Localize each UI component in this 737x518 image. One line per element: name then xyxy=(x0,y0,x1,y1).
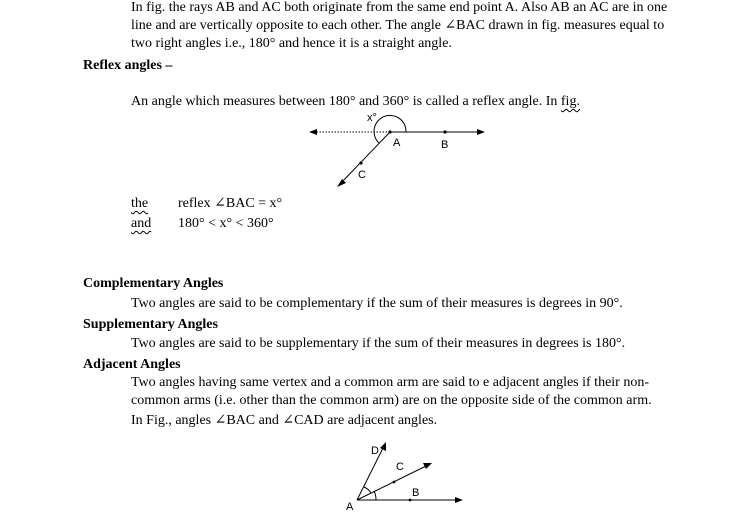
label-a: A xyxy=(346,501,354,513)
reflex-heading: Reflex angles – xyxy=(83,58,173,73)
intro-line-1: In fig. the rays AB and AC both originate from the same end point A. Also AB an AC are in one xyxy=(131,0,668,15)
supplementary-heading: Supplementary Angles xyxy=(83,317,218,332)
reflex-definition-main: An angle which measures between 180° and 360° is called a reflex angle. In xyxy=(131,94,561,109)
label-d: D xyxy=(371,445,379,457)
label-b: B xyxy=(441,139,449,151)
label-c: C xyxy=(396,461,404,473)
reflex-row1-expr: reflex ∠BAC = x° xyxy=(178,196,283,211)
angle-cad-arc xyxy=(364,487,371,493)
reflex-row1-word: the xyxy=(131,196,149,211)
complementary-heading: Complementary Angles xyxy=(83,276,224,291)
reflex-definition-fig: fig. xyxy=(560,94,580,109)
ray-ac-arrowhead xyxy=(423,463,432,469)
label-b: B xyxy=(412,487,420,499)
reflex-row2-expr: 180° < x° < 360° xyxy=(178,216,274,231)
ray-ad-arrowhead xyxy=(380,442,386,451)
complementary-text: Two angles are said to be complementary if the sum of their measures is degrees in 90°. xyxy=(131,296,623,311)
intro-line-3: two right angles i.e., 180° and hence it is a straight angle. xyxy=(131,36,452,51)
angle-bac-arc xyxy=(374,491,376,500)
label-c: C xyxy=(358,169,366,181)
adjacent-heading: Adjacent Angles xyxy=(83,357,181,372)
adjacent-text-1: Two angles having same vertex and a common arm are said to e adjacent angles if their non- xyxy=(131,375,649,390)
label-a: A xyxy=(393,137,401,149)
point-c-dot xyxy=(393,481,396,484)
ray-ab-arrowhead xyxy=(455,497,463,503)
point-b-dot xyxy=(409,499,412,502)
adjacent-text-2: common arms (i.e. other than the common arm) are on the opposite side of the common arm. xyxy=(131,393,652,408)
adjacent-text-3: In Fig., angles ∠BAC and ∠CAD are adjacent angles. xyxy=(131,413,438,428)
supplementary-text: Two angles are said to be supplementary if the sum of their measures in degrees is 180°. xyxy=(131,336,626,351)
intro-line-2: line and are vertically opposite to each other. The angle ∠BAC drawn in fig. measures equal to xyxy=(131,18,665,33)
reflex-row2-word: and xyxy=(131,216,152,231)
label-x-degree: x° xyxy=(367,112,377,124)
